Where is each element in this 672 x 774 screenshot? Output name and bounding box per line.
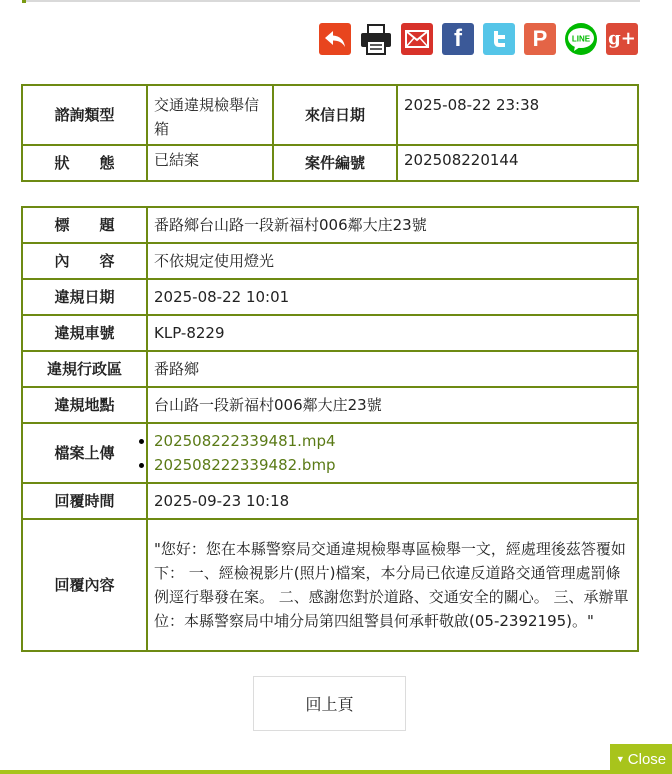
reply-content-value: "您好：您在本縣警察局交通違規檢舉專區檢舉一文，經處理後茲答覆如下： 一、經檢視影片(照片)檔案，本分局已依違反道路交通管理處罰條例逕行舉發在案。 二、感謝您對於道路、交通安全的關心。 三、承辦單位：本縣警察局中埔分局第四組警員何承軒敬啟(05-2392195)。" xyxy=(147,519,638,651)
summary-row-status xyxy=(22,145,638,181)
district-label: 違規行政區 xyxy=(22,351,147,387)
plurk-icon[interactable] xyxy=(524,23,556,55)
close-button[interactable] xyxy=(610,744,672,774)
content-label: 內 容 xyxy=(22,243,147,279)
reply-content-label: 回覆內容 xyxy=(22,519,147,651)
google-plus-icon[interactable] xyxy=(606,23,638,55)
back-button[interactable]: 回上頁 xyxy=(253,676,406,731)
district-value: 番路鄉 xyxy=(147,351,638,387)
summary-table xyxy=(21,84,639,182)
upload-label: 檔案上傳 xyxy=(22,423,147,483)
detail-row-violation-date xyxy=(22,279,638,315)
detail-table xyxy=(21,206,639,652)
date-value: 2025-08-22 23:38 xyxy=(397,85,638,145)
plurk-glyph: P xyxy=(532,25,548,51)
back-arrow-icon[interactable] xyxy=(319,23,351,55)
plate-label: 違規車號 xyxy=(22,315,147,351)
detail-row-title xyxy=(22,207,638,243)
status-label: 狀 態 xyxy=(22,145,147,181)
detail-row-reply-content xyxy=(22,519,638,651)
title-label: 標 題 xyxy=(22,207,147,243)
category-label: 諮詢類型 xyxy=(22,85,147,145)
line-glyph: LINE xyxy=(571,34,591,43)
date-label: 來信日期 xyxy=(273,85,397,145)
detail-row-district xyxy=(22,351,638,387)
location-value: 台山路一段新福村006鄰大庄23號 xyxy=(147,387,638,423)
detail-row-content xyxy=(22,243,638,279)
file-item xyxy=(154,453,631,477)
detail-row-reply-time xyxy=(22,483,638,519)
close-label: Close xyxy=(627,750,667,768)
file-link[interactable]: 202508222339481.mp4 xyxy=(154,432,336,450)
twitter-icon[interactable] xyxy=(483,23,515,55)
detail-row-plate xyxy=(22,315,638,351)
plate-value: KLP-8229 xyxy=(147,315,638,351)
file-item xyxy=(154,429,631,453)
line-icon[interactable] xyxy=(565,23,597,55)
category-value: 交通違規檢舉信箱 xyxy=(147,85,273,145)
top-divider xyxy=(22,0,640,2)
detail-row-upload xyxy=(22,423,638,483)
upload-value xyxy=(147,423,638,483)
status-value: 已結案 xyxy=(147,145,273,181)
reply-time-label: 回覆時間 xyxy=(22,483,147,519)
violation-date-value: 2025-08-22 10:01 xyxy=(147,279,638,315)
top-divider-accent xyxy=(22,0,26,3)
facebook-glyph: f xyxy=(454,24,462,52)
triangle-down-icon: ▼ xyxy=(615,754,625,764)
print-icon[interactable] xyxy=(360,23,392,55)
share-toolbar xyxy=(319,22,638,55)
case-number-value: 202508220144 xyxy=(397,145,638,181)
facebook-icon[interactable] xyxy=(442,23,474,55)
file-link[interactable]: 202508222339482.bmp xyxy=(154,456,336,474)
detail-row-location xyxy=(22,387,638,423)
reply-time-value: 2025-09-23 10:18 xyxy=(147,483,638,519)
title-value: 番路鄉台山路一段新福村006鄰大庄23號 xyxy=(147,207,638,243)
location-label: 違規地點 xyxy=(22,387,147,423)
case-number-label: 案件編號 xyxy=(273,145,397,181)
bottom-divider xyxy=(0,770,610,774)
summary-row-category xyxy=(22,85,638,145)
content-value: 不依規定使用燈光 xyxy=(147,243,638,279)
google-plus-glyph: g+ xyxy=(608,28,636,49)
violation-date-label: 違規日期 xyxy=(22,279,147,315)
mail-icon[interactable] xyxy=(401,23,433,55)
file-list xyxy=(154,429,631,477)
